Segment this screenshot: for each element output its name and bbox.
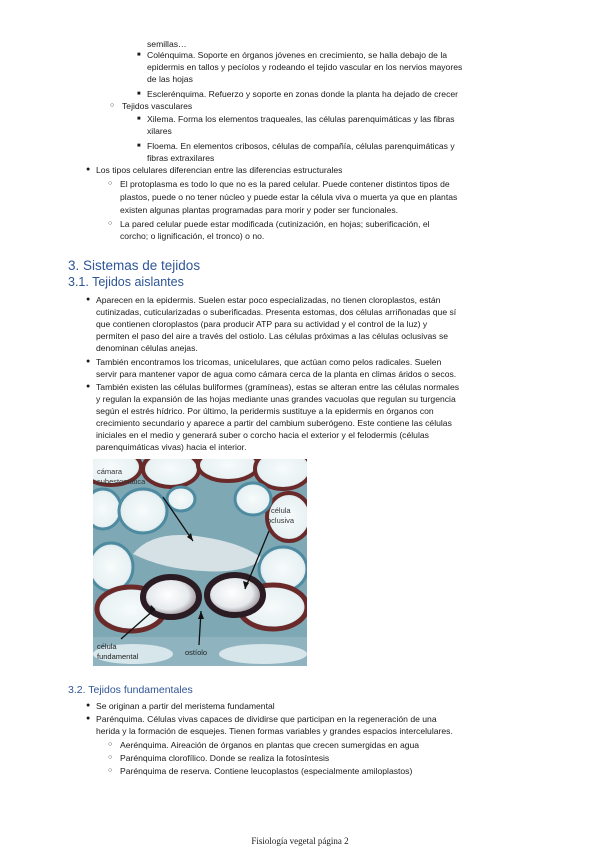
text-line: denominan células anejas. — [96, 343, 198, 353]
text-line: plastos, puede o no tener núcleo y puede estar la célula viva o muerta ya que en plantas — [120, 192, 458, 202]
text-line: Aerénquima. Aireación de órganos en plantas que crecen sumergidas en agua — [120, 740, 420, 750]
bullet-circle: ○ — [108, 741, 113, 748]
text-line: fibras extraxilares — [147, 153, 215, 163]
bullet-circle: ○ — [108, 767, 113, 774]
text-line: que contienen cloroplastos (para producir ATP para su actividad y el control de la luz) y — [96, 319, 428, 329]
bullet-circle: ○ — [108, 754, 113, 761]
text-line: Aparecen en la epidermis. Suelen estar poco especializadas, no tienen cloroplastos, están — [96, 295, 441, 305]
text-line: servir para mantener vapor de agua como cámara cerca de la planta en climas áridos o secos. — [96, 369, 457, 379]
text-line: La pared celular puede estar modificada (cutinización, en hojas; suberificación, el — [120, 219, 430, 229]
text-line: Parénquima clorofílico. Donde se realiza la fotosíntesis — [120, 753, 330, 763]
figure-label: ostíolo — [185, 648, 208, 657]
text-line: El protoplasma es todo lo que no es la pared celular. Puede contener distintos tipos de — [120, 179, 450, 189]
bullet-dot: ● — [86, 383, 91, 390]
text-line: Floema. En elementos cribosos, células de compañía, células parenquimáticas y — [147, 141, 455, 151]
text-line: xilares — [147, 126, 172, 136]
subsection-heading: 3.1. Tejidos aislantes — [68, 275, 184, 289]
bullet-dot: ● — [86, 715, 91, 722]
figure-label: célula — [271, 506, 291, 515]
text-line: También encontramos los tricomas, unicelulares, que actúan como pelos radicales. Suelen — [96, 357, 442, 367]
figure-label: fundamental — [97, 652, 139, 661]
text-line: herida y la formación de esquejes. Tienen formas variables y grandes espacios intercelulares. — [96, 726, 453, 736]
text-line: cutinizadas, cuticularizadas o suberificadas. Presenta estomas, dos células arriñonadas que sí — [96, 307, 457, 317]
text-line: iniciales en el medio y generará suber o corcho hacia el exterior y el felodermis (células — [96, 430, 429, 440]
text-line: También existen las células buliformes (gramíneas), estas se alteran entre las células normales — [96, 382, 460, 392]
text-line: Los tipos celulares diferencian entre las diferencias estructurales — [96, 165, 343, 175]
subsection-heading: 3.2. Tejidos fundamentales — [68, 684, 193, 696]
text-line: Xilema. Forma los elementos traqueales, las células parenquimáticas y las fibras — [147, 114, 455, 124]
text-line: semillas… — [147, 39, 187, 49]
text-line: de las hojas — [147, 74, 193, 84]
bullet-dot: ● — [86, 702, 91, 709]
text-line: Parénquima de reserva. Contiene leucoplastos (especialmente amiloplastos) — [120, 766, 413, 776]
text-line: Esclerénquima. Refuerzo y soporte en zonas donde la planta ha dejado de crecer — [147, 89, 459, 99]
bullet-square: ■ — [137, 91, 141, 97]
bullet-circle: ○ — [110, 102, 115, 109]
text-line: parenquimáticas vivas) hacia el interior. — [96, 442, 247, 452]
text-line: Tejidos vasculares — [122, 101, 193, 111]
text-line: permiten el paso del aire a través del ostiolo. Las células próximas a las células oclusivas se — [96, 331, 449, 341]
text-line: Colénquima. Soporte en órganos jóvenes en crecimiento, se halla debajo de la — [147, 50, 448, 60]
page-footer: Fisiología vegetal página 2 — [251, 836, 349, 846]
bullet-square: ■ — [137, 52, 141, 58]
text-line: crecimiento secundario y aparece a partir del cambium suberógeno. Este contiene las células — [96, 418, 452, 428]
figure-label: cámara — [97, 467, 123, 476]
bullet-dot: ● — [86, 358, 91, 365]
stoma-micrograph — [93, 459, 307, 666]
bullet-dot: ● — [86, 166, 91, 173]
bullet-circle: ○ — [108, 180, 113, 187]
text-line: epidermis en tallos y pecíolos y rodeando el tejido vascular en los nervios mayores — [147, 62, 463, 72]
text-line: según el estrés hídrico. Por último, la peridermis sustituye a la epidermis en órganos con — [96, 406, 434, 416]
bullet-square: ■ — [137, 116, 141, 122]
text-line: corcho; o lignificación, el tronco) o no. — [120, 231, 265, 241]
figure-label: oclusiva — [267, 516, 295, 525]
figure-label: subestomática — [97, 477, 146, 486]
text-line: Se originan a partir del meristema fundamental — [96, 701, 275, 711]
text-line: y regulan la expansión de las hojas mediante unas grandes vacuolas que regulan su turgencia — [96, 394, 456, 404]
bullet-circle: ○ — [108, 220, 113, 227]
figure-label: célula — [97, 642, 117, 651]
bullet-dot: ● — [86, 296, 91, 303]
text-line: Parénquima. Células vivas capaces de dividirse que participan en la regeneración de una — [96, 714, 437, 724]
section-heading: 3. Sistemas de tejidos — [68, 258, 201, 273]
bullet-square: ■ — [137, 143, 141, 149]
text-line: existen algunas plantas programadas para morir y poder ser funcionales. — [120, 205, 399, 215]
